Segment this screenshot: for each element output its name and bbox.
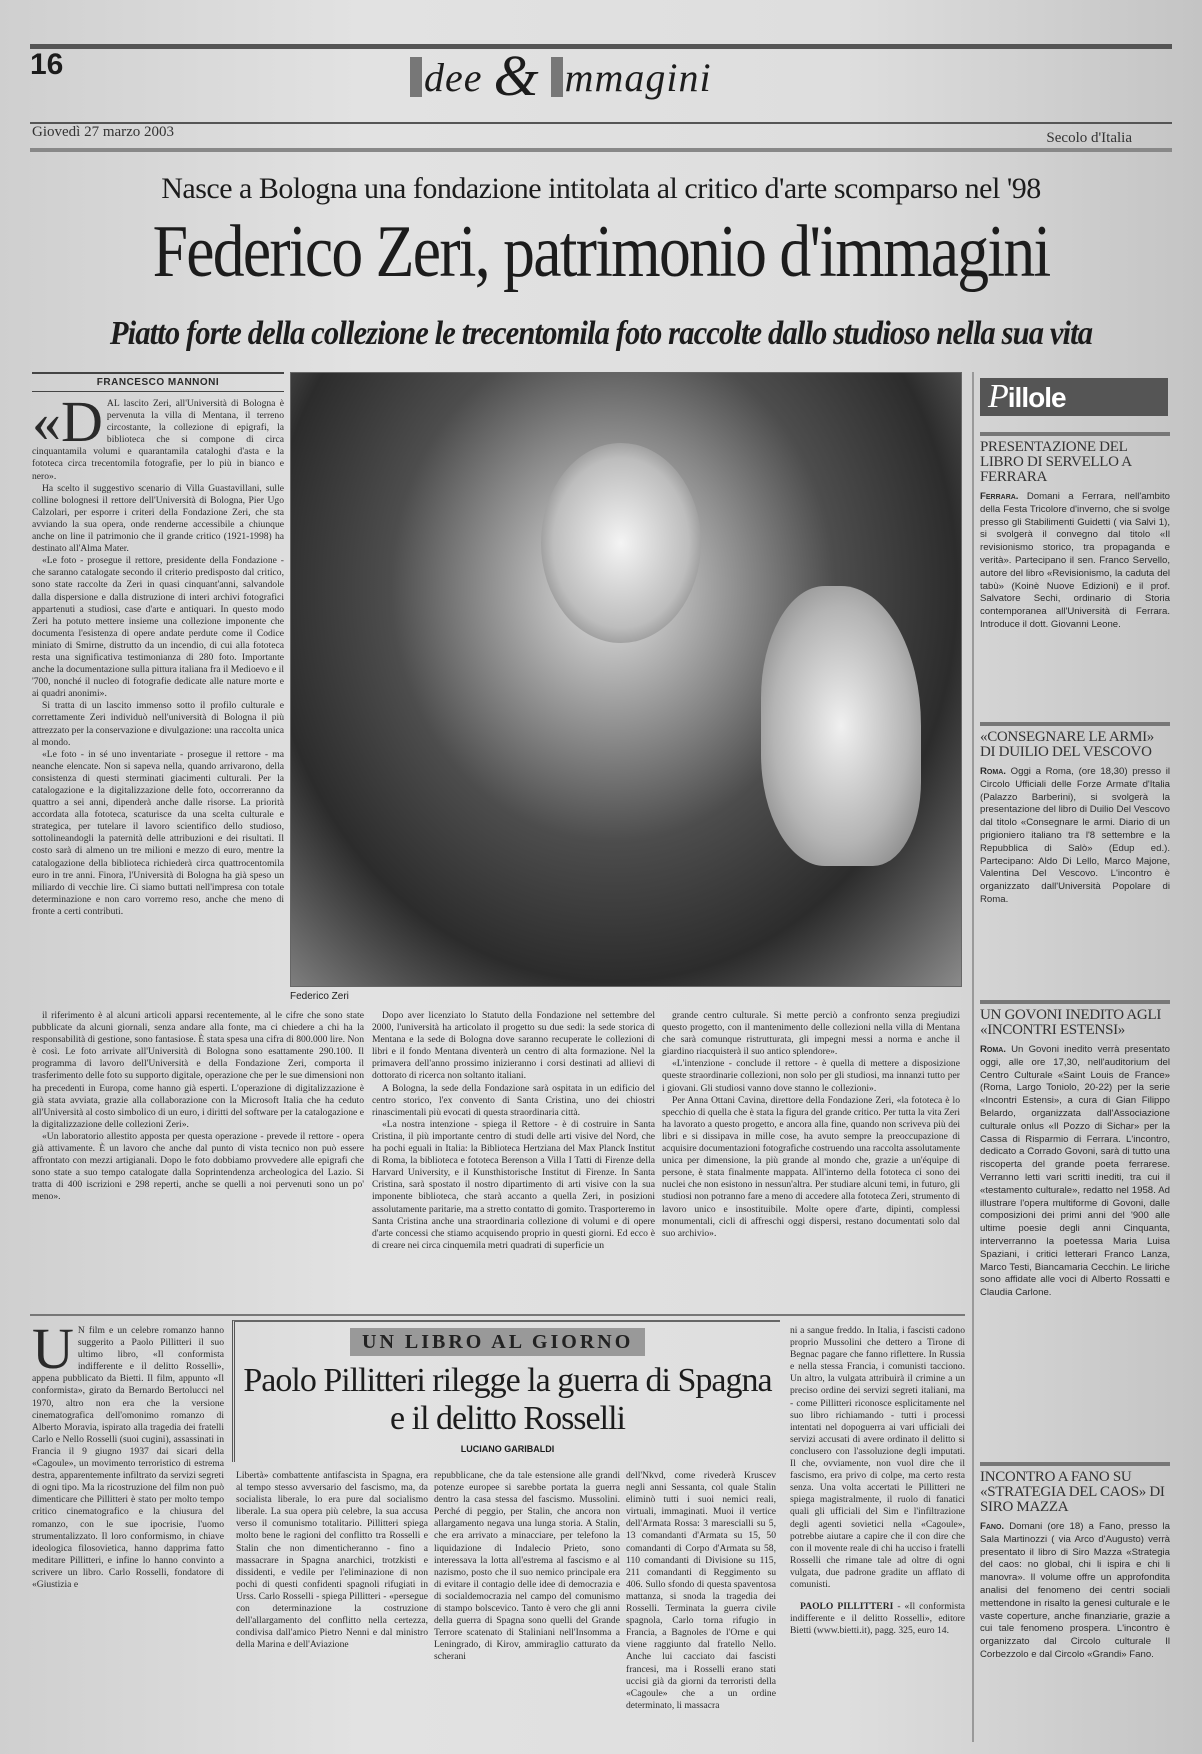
book-label: UN LIBRO AL GIORNO (350, 1328, 645, 1356)
book-credit-details: - «Il conformista indifferente e il delitto Rosselli», editore Bietti (www.bietti.it), pagg. 325, euro 14. (790, 1601, 965, 1637)
section-ampersand: & (493, 43, 540, 108)
article-headline: Federico Zeri, patrimonio d'immagini (152, 211, 1050, 293)
book-column-2: Libertà» combattente antifascista in Spagna, era al tempo stesso avversario del fascismo, ma, da socialista liberale, lo era pure dal socialismo liberale. La sua opera più celebre, la sua accusa verso il comunismo totalitario. Pillitteri spiega molto bene le ragioni del conflitto tra Rosselli e Stalin che non dimenticheranno - fino a massacrare in Spagna anarchici, trotzkisti e dissidenti, e vedile per l'eliminazione di non pochi di questi confidenti spagnoli rifugiati in Urss. Carlo Rosselli - spiega Pillitteri - «persegue con determinazione la costruzione dell'allargamento del conflitto nella certezza, condivisa dall'amico Pietro Nenni e dal ministro della Marina e dell'Aviazione (236, 1470, 428, 1651)
paragraph: il riferimento è al alcuni articoli apparsi recentemente, al le cifre che sono state pubblicate da alcuni giornali, senza andare alla fonte, ma ci chiedere a chi ha la responsabilità di gestione, sono fantasiose. È stata spesa una cifra di 800.000 lire. Non è così. Le foto arrivate all'Università di Bologna sono esattamente 290.100. Il programma di lavoro dell'Università e della Fondazione Zeri, comporta il trasferimento delle foto su supporto digitale, operazione che per le sue dimensioni non ha precedenti in Europa, come hanno già esperti. L'operazione di digitalizzazione è già stata avviata, grazie alla collaborazione con la Microsoft Italia che ha ceduto all'Università al costo simbolico di un euro, i diritti del software per la catalogazione e la digitalizzazione delle collezioni Zeri». (32, 1010, 364, 1130)
sidebar-item (980, 1000, 1170, 1300)
sidebar-place: Roma. (980, 766, 1006, 777)
sidebar-text: Domani (ore 18) a Fano, presso la Sala Martinozzi ( via Arco d'Augusto) verrà presentato il libro di Siro Mazza «Strategia del caos: no global, chi li ispira e chi li manovra». Il volume offre un approfondita analisi del fenomeno dei centri sociali mettendone in risalto la genesi culturale e le vaste coperture, anche finanziarie, grazie a cui tale fenomeno prospera. L'incontro è organizzato dal Circolo culturale Il Corbezzolo e dal Circolo «Grandi» Fano. (980, 1521, 1171, 1660)
section-divider (30, 1314, 965, 1316)
header-rule (30, 122, 1172, 124)
federico-zeri-photo (290, 372, 962, 987)
sidebar-place: Ferrara. (980, 491, 1019, 502)
pillole-initial: P (988, 378, 1008, 415)
paragraph: «Un laboratorio allestito apposta per questa operazione - prevede il rettore - opera già attivamente. È un lavoro che anche dal punto di vista tecnico non può essere affrontato con mezzi artigianali. Dopo le foto dobbiamo provvedere alle epigrafi che sono state a suo tempo catalogate dalla Soprintendenza archeologica del Lazio. Si tratta di 400 iscrizioni e 298 reperti, anche se quelli a noi pervenuti sono un po' meno». (32, 1130, 364, 1203)
sidebar-item (980, 432, 1170, 632)
column-text: N film e un celebre romanzo hanno suggerito a Paolo Pillitteri il suo ultimo libro, «Il conformista indifferente e il delitto Rosselli», appena pubblicato da Bietti. Il film, appunto «Il conformista», girato da Bernardo Bertolucci nel 1970, altro non era che la versione cinematografica dell'omonimo romanzo di Alberto Moravia, ispirato alla tragedia dei fratelli Carlo e Nello Rosselli (suoi cugini), assassinati in Francia il 9 giugno 1937 dai sicari della «Cagoule», un movimento terroristico di estrema destra, apparentemente infiltrato da servizi segreti di ogni tipo. Ma la ricostruzione del film non può dimenticare che Pillitteri è stato per molto tempo critico cinematografico e la chiusura del romanzo, con le sue ipocrisie, l'uomo strumentalizzato. Il loro conformismo, in chiave ideologica filosovietica, hanno dapprima fatto meditare Pillitteri, e infine lo hanno convinto a scrivere un libro. Carlo Rosselli, fondatore di «Giustizia e (32, 1325, 224, 1590)
sidebar-text: Domani a Ferrara, nell'ambito della Festa Tricolore d'inverno, che si svolge presso gli Stabilimenti Guidetti ( via Salvi 1), si svolgerà il convegno dal titolo «Il revisionismo storico, tra propaganda e verità». Partecipano il sen. Franco Servello, autore del libro «Revisionismo, la caduta del tabù» (Koinè Nuove Edizioni) e il prof. Salvatore Sechi, ordinario di Storia contemporanea all'Università di Ferrara. Introduce il dott. Giovanni Leone. (980, 491, 1170, 630)
sidebar-text: Oggi a Roma, (ore 18,30) presso il Circolo Ufficiali delle Forze Armate d'Italia (Palazzo Barberini), si svolgerà la presentazione del libro di Duilio Del Vescovo dal titolo «Consegnare le armi. Diario di un prigioniero italiano tra l'8 settembre e la Repubblica di Salò» (Edup ed.). Partecipano: Aldo Di Lello, Marco Majone, Valentina Del Vescovo. L'incontro è organizzato dall'Università Popolare di Roma. (980, 766, 1170, 905)
section-title (410, 42, 712, 109)
paragraph: A Bologna, la sede della Fondazione sarà ospitata in un edificio del centro storico, l'ex convento di Santa Cristina, uno dei chiostri rinascimentali più evocati di questa straordinaria città. (372, 1082, 655, 1118)
sidebar-item-title: «CONSEGNARE LE ARMI» DI DUILIO DEL VESCOVO (980, 722, 1170, 760)
sidebar-place: Fano. (980, 1521, 1005, 1532)
column-text (32, 389, 284, 918)
book-title: Paolo Pillitteri rilegge la guerra di Spagna e il delitto Rosselli (243, 1362, 772, 1437)
section-word-2: mmagini (564, 55, 712, 100)
sidebar-item-title: INCONTRO A FANO SU «STRATEGIA DEL CAOS» DI SIRO MAZZA (980, 1462, 1170, 1515)
column-text: ni a sangue freddo. In Italia, i fascisti cadono proprio Mussolini che dettero a Tirone di Begnac pagare che fanno riflettere. In Russia e nella stessa Francia, i comunisti tacciono. Un altro, la vulgata attribuirà il crimine a un preciso ordine dei servizi segreti italiani, ma - come Pillitteri riconosce esplicitamente nel suo libro richiamando - tutti i processi intentati nel dopoguerra ai vari ufficiali dei servizi accusati di avere ordinato il delitto si conclusero con l'assoluzione degli imputati. Il che, ovviamente, non vuol dire che il fascismo, era privo di colpe, ma certo resta senza. Una volta accertati le Pillitteri ne spiega magistralmente, il ruolo di fanatici quali gli ufficiali del Sim e l'infiltrazione degli agenti sovietici nella «Cagoule», potrebbe aiutare a capire che il con dire che con il movente reale di chi ha ucciso i fratelli Rosselli che rimane tale ad oltre di ogni vulgata, due padrone gradite un afflato di comunisti. (790, 1325, 965, 1590)
book-column-3: repubblicane, che da tale estensione alle grandi potenze europee si sarebbe portata la guerra dentro la casa stessa del fascismo. Mussolini. Perché di peggio, per Stalin, che ancora non allargamento negava una lunga storia. A Stalin, che era arrivato a minacciare, per telefono la liquidazione di Indalecio Prieto, sono interessava la lotta all'estrema al fascismo e al nazismo, posto che il suo nemico principale era di evitare il contagio delle idee di democrazia e di socialdemocrazia nel campo del comunismo di stampo bolscevico. Tanto è vero che gli anni della guerra di Spagna sono quelli del Grande Terrore scatenato di Staliniani nell'Insomma a Leningrado, di Kirov, ammiraglio catturato da scherani (434, 1470, 620, 1663)
book-credit-author: PAOLO PILLITTERI (800, 1601, 894, 1613)
article-subhead: Piatto forte della collezione le trecentomila foto raccolte dallo studioso nella sua vita (109, 315, 1093, 352)
sidebar-item (980, 1462, 1170, 1662)
header-rule-bottom (30, 148, 1172, 152)
photo-caption: Federico Zeri (290, 991, 349, 1002)
newspaper-name: Secolo d'Italia (1046, 130, 1132, 146)
section-bar (410, 57, 422, 97)
drop-cap: U (32, 1325, 74, 1381)
book-column-4: dell'Nkvd, come rivederà Kruscev negli anni Sessanta, col quale Stalin eliminò tutti i suoi nemici reali, virtuali, immaginati. Muoi il vertice dell'Armata Rossa: 3 marescialli su 5, 13 comandanti d'Armata su 15, 50 comandanti di Corpo d'Armata su 58, 110 comandanti di Divisione su 115, 211 comandanti di Reggimento su 406. Sullo sfondo di questa spaventosa mattanza, si snoda la tragedia dei Rosselli. Terminata la guerra civile spagnola, Carlo torna rifugio in Francia, a Bagnoles de l'Orne e qui viene raggiunto dal fratello Nello. Anche lui cacciato dai fascisti francesi, ma i Rosselli erano stati uccisi già da giorni da terroristi della «Cagoule» che a un ordine determinato, li massacra (626, 1470, 776, 1711)
paragraph: Ha scelto il suggestivo scenario di Villa Guastavillani, sulle colline bolognesi il rettore dell'Università di Bologna, Pier Ugo Calzolari, per esporre i criteri della Fondazione Zeri, che sta avviando la sua opera, onde renderne accessibile a chiunque anche on line il patrimonio che il grande critico (1921-1998) ha destinato all'Alma Mater. (32, 482, 284, 555)
paragraph: «La nostra intenzione - spiega il Rettore - è di costruire in Santa Cristina, il più importante centro di studi delle arti visive del Nord, che ha pochi eguali in Italia: la Biblioteca Hertziana del Max Planck Institut di Roma, la biblioteca e fototeca Berenson a Villa I Tatti di Firenze della Harvard University, e il Kunsthistorische Institut di Firenze. In Santa Cristina, sarà spostato il nostro dipartimento di arti visive con la sua imponente biblioteca, che starà accanto a quella Zeri, in posizioni assolutamente paritarie, ma a stretto contatto di gomito. Trasporteremo in Santa Cristina anche una straordinaria collezione di volumi e di opere d'arte concessi che stiamo acquisendo proprio in questi giorni. Ed ecco è di creare nei circa cinquemila metri quadrati di superficie un (372, 1118, 655, 1251)
article-column-4 (662, 1010, 960, 1308)
sidebar-place: Roma. (980, 1044, 1006, 1055)
paragraph: «Le foto - prosegue il rettore, presidente della Fondazione - che saranno catalogate secondo il criterio predisposto dal critico, sono state raccolte da Zeri in quasi cinquant'anni, salvandole dalla dispersione e dalla distruzione di interi archivi fotografici appartenuti a studiosi, case d'arte e antiquari. In questo modo Zeri ha potuto mettere insieme una collezione imponente che documenta l'esistenza di opere andate perdute come il Codice miniato di Smirne, distrutto da un incendio, di cui alla fototeca resta una significativa testimonianza di 280 foto. Importante anche la documentazione sulla pittura italiana fra il Medioevo e il '700, nonché il nucleo di fotografie dedicate alle nature morte e ai quadri anonimi». (32, 555, 284, 700)
article-column-3 (372, 1010, 655, 1308)
sidebar-item (980, 722, 1170, 907)
book-column-1 (32, 1325, 224, 1745)
paragraph: «Le foto - in sé uno inventariate - prosegue il rettore - ma neanche elencate. Non si sapeva nella, quando arrivarono, della consistenza di questi sterminati giacimenti culturali. Per la catalogazione e la digitalizzazione delle foto, occorreranno da quattro a sei anni, dipenderà anche dalle risorse. La priorità accordata alla fototeca, scaturisce da una scelta culturale e strategica, per tutelare il lavoro scientifico dello studioso, sottolineandogli la paternità delle attribuzioni e dei risultati. Il costo sarà di almeno un tre milioni e mezzo di euro, mentre la catalogazione della biblioteca richiederà circa quattrocentomila euro in tre anni. Finora, l'Università di Bologna ha già speso un miliardo di vecchie lire. Ci siamo buttati nell'impresa con totale determinazione e non caro vorremo reso, anche che meno di fronte a certi contributi. (32, 748, 284, 917)
book-byline: LUCIANO GARIBALDI (460, 1444, 555, 1454)
sidebar-item-title: PRESENTAZIONE DEL LIBRO DI SERVELLO A FERRARA (980, 432, 1170, 485)
sidebar-divider (972, 372, 974, 1742)
book-review-box (232, 1320, 780, 1462)
section-word-1: dee (424, 55, 483, 100)
issue-date: Giovedì 27 marzo 2003 (32, 124, 175, 140)
sidebar-text: Un Govoni inedito verrà presentato oggi, alle ore 17,30, nell'auditorium del Centro Culturale «Saint Louis de France» (Roma, Largo Toniolo, 20-22) per la serie «Incontri Estensi», a cura di Gian Filippo Belardo, organizzata dall'Associazione culturale onlus «Il Pozzo di Sichar» per la Cassa di Risparmio di Ferrara. L'incontro, dedicato a Corrado Govoni, sarà di tutto una riscoperta del grande poeta ferrarese. Verranno letti vari scritti inediti, tra cui il «testamento culturale», redatto nel 1958. Ad illustrare l'opera multiforme di Govoni, dalle composizioni dei primi anni del '900 alle ultime poesie degli anni Cinquanta, interverranno la poetessa Maria Luisa Spaziani, i critici letterari Franco Lanza, Marco Testi, Biancamaria Cecchin. Le liriche sono affidate alle voci di Alberto Rossatti e Claudia Carlone. (980, 1044, 1170, 1299)
drop-cap: «D (32, 389, 103, 454)
paragraph: «L'intenzione - conclude il rettore - è quella di mettere a disposizione queste straordinarie collezioni, non solo per gli studiosi, ma innanzi tutto per i giovani. Gli studiosi vanno dove stanno le collezioni». (662, 1058, 960, 1094)
article-column-1 (32, 372, 284, 984)
pillole-header (980, 378, 1168, 416)
paragraph: Dopo aver licenziato lo Statuto della Fondazione nel settembre del 2000, l'università ha articolato il progetto su due sedi: la sede storica di Mentana e la sede di Bologna dove saranno recuperate le collezioni di libri e il fondo Mentana diventerà un centro di alta formazione. Nel la primavera dell'anno prossimo inizieranno i corsi destinati ad allievi di dottorato di ricerca non soltanto italiani. (372, 1010, 655, 1082)
article-kicker: Nasce a Bologna una fondazione intitolata al critico d'arte scomparso nel '98 (161, 172, 1041, 205)
byline: FRANCESCO MANNONI (32, 372, 284, 392)
pillole-title: illole (1007, 382, 1066, 413)
paragraph: grande centro culturale. Si mette perciò a confronto senza pregiudizi questo progetto, con il mantenimento delle collezioni nella villa di Mentana che sarà comunque ristrutturata, gli impegni messi a norma e anche il giardino riacquisterà il suo antico splendore». (662, 1010, 960, 1058)
article-column-2 (32, 1010, 364, 1308)
paragraph: Si tratta di un lascito immenso sotto il profilo culturale e correttamente Zeri individuò nell'università di Bologna il più attrezzato per la conservazione e divulgazione: una raccolta unica al mondo. (32, 700, 284, 748)
book-column-5 (790, 1325, 965, 1745)
page-number: 16 (30, 48, 64, 81)
paragraph: AL lascito Zeri, all'Università di Bologna è pervenuta la villa di Mentana, il terreno circostante, la collezione di epigrafi, la biblioteca che si compone di circa cinquantamila volumi e quarantamila cataloghi d'asta e la fototeca circa trecentomila fotografie, per lo più in bianco e nero». (32, 398, 284, 482)
paragraph: Per Anna Ottani Cavina, direttore della Fondazione Zeri, «la fototeca è lo specchio di quella che è stata la figura del grande critico. Per tutta la vita Zeri ha lavorato a questo progetto, e ancora alla fine, quando non scriveva più dei libri e si dissipava in mille cose, ha avuto sempre la preoccupazione di acquisire documentazioni fotografiche costruendo una raccolta assolutamente unica per dimensione, la più grande al mondo che, grazie a un'équipe di persone, è stata finalmente mappata. All'interno della fototeca ci sono dei nuclei che non esistono in nessun'altra. Per studiare alcuni temi, in futuro, gli studiosi non potranno fare a meno di accedere alla fototeca Zeri, strumento di lavoro unico e insostituibile. Molte opere d'arte, dipinti, complessi monumentali, cicli di affreschi oggi dispersi, restano documentati solo dal suo archivio». (662, 1094, 960, 1239)
section-bar (551, 57, 563, 97)
sidebar-item-title: UN GOVONI INEDITO AGLI «INCONTRI ESTENSI» (980, 1000, 1170, 1038)
